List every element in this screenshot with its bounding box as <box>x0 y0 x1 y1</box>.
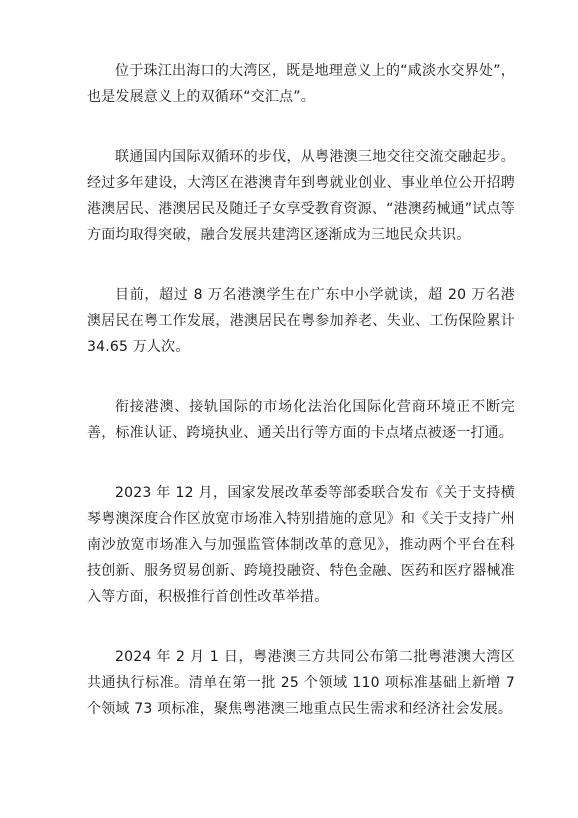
paragraph-3: 目前，超过 8 万名港澳学生在广东中小学就读，超 20 万名港澳居民在粤工作发展，港澳居民在粤参加养老、失业、工伤保险累计 34.65 万人次。 <box>87 287 515 355</box>
article-body <box>87 58 515 756</box>
paragraph-6: 2024 年 2 月 1 日，粤港澳三方共同公布第二批粤港澳大湾区共通执行标准。清单在第一批 25 个领域 110 项标准基础上新增 7 个领域 73 项标准，聚焦粤港澳三地重点民生需求和经济社会发展。 <box>87 649 515 717</box>
paragraph-4: 衔接港澳、接轨国际的市场化法治化国际化营商环境正不断完善，标准认证、跨境执业、通关出行等方面的卡点堵点被逐一打通。 <box>87 399 515 441</box>
paragraph-1: 位于珠江出海口的大湾区，既是地理意义上的“咸淡水交界处”，也是发展意义上的双循环“交汇点”。 <box>87 63 515 105</box>
paragraph-2: 联通国内国际双循环的步伐，从粤港澳三地交往交流交融起步。经过多年建设，大湾区在港澳青年到粤就业创业、事业单位公开招聘港澳居民、港澳居民及随迁子女享受教育资源、“港澳药械通”试点等方面均取得突破，融合发展共建湾区逐渐成为三地民众共识。 <box>87 149 515 243</box>
paragraph-5: 2023 年 12 月，国家发展改革委等部委联合发布《关于支持横琴粤澳深度合作区放宽市场准入特别措施的意见》和《关于支持广州南沙放宽市场准入与加强监管体制改革的意见》，推动两个平台在科技创新、服务贸易创新、跨境投融资、特色金融、医药和医疗器械准入等方面，积极推行首创性改革举措。 <box>87 485 515 605</box>
